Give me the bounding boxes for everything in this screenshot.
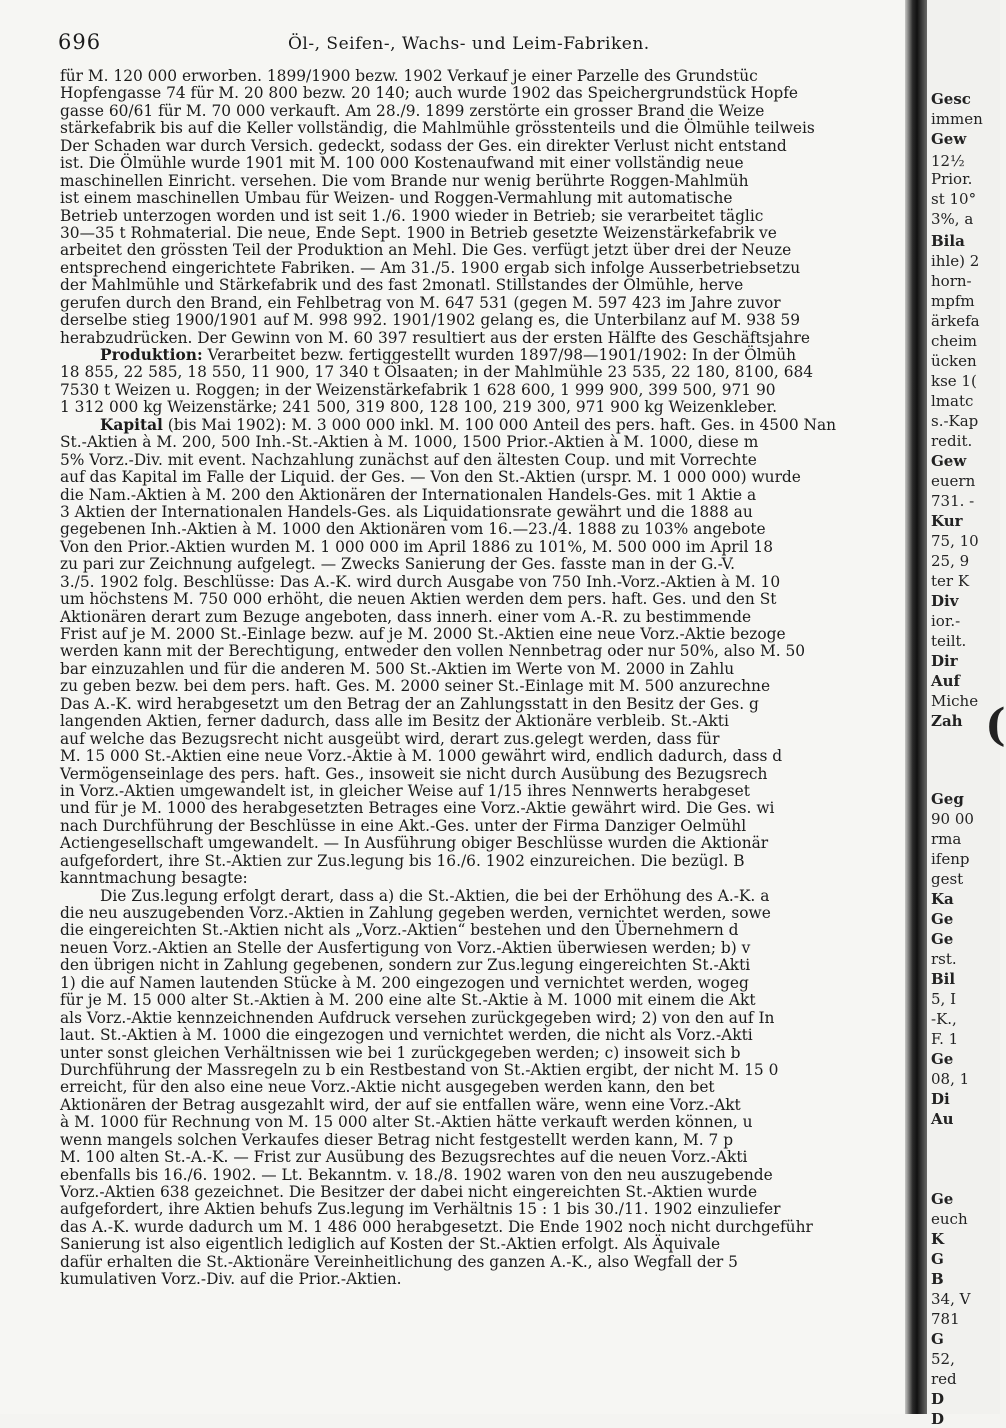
text-line-content: gerufen durch den Brand, ein Fehlbetrag von M. 647 531 (gegen M. 597 423 im Jahre zuvor [60, 293, 781, 312]
text-line [60, 364, 880, 381]
text-line [60, 399, 880, 416]
text-line-content: Actiengesellschaft umgewandelt. — In Ausführung obiger Beschlüsse wurden die Aktionär [60, 834, 769, 853]
text-line-content: die neu auszugebenden Vorz.-Aktien in Zahlung gegeben werden, vernichtet werden, sowe [60, 904, 771, 922]
text-line-content: derselbe stieg 1900/1901 auf M. 998 992. 1901/1902 gelang es, die Unterbilanz auf M. 938 59 [60, 311, 801, 330]
text-line [60, 155, 880, 172]
text-line-content: ebenfalls bis 16./6. 1902. — Lt. Bekanntm. v. 18./8. 1902 waren von den neu auszugebende [60, 1165, 773, 1184]
adjacent-page-text: ücken [931, 352, 977, 370]
text-line-content: das A.-K. wurde dadurch um M. 1 486 000 herabgesetzt. Die Ende 1902 noch nicht durchgeführ [60, 1217, 813, 1236]
text-line-content: 7530 t Weizen u. Roggen; in der Weizenstärkefabrik 1 628 600, 1 999 900, 399 500, 971 90 [60, 380, 776, 399]
text-line [60, 609, 880, 626]
adjacent-page-text: G [931, 1250, 944, 1268]
adjacent-page-text: 34, V [931, 1290, 971, 1308]
text-line [60, 208, 880, 225]
adjacent-page-text: 08, 1 [931, 1070, 970, 1088]
adjacent-page-text: 781 [931, 1310, 960, 1328]
text-line [60, 1045, 880, 1062]
text-line-content: gegebenen Inh.-Aktien à M. 1000 den Aktionären vom 16.—23./4. 1888 zu 103% angebote [60, 520, 766, 539]
book-spine [905, 0, 927, 1414]
text-line-content: für je M. 15 000 alter St.-Aktien à M. 200 eine alte St.-Aktie à M. 1000 mit einem die Akt [60, 991, 756, 1010]
text-line [60, 120, 880, 137]
text-line-content: aufgefordert, ihre St.-Aktien zur Zus.legung bis 16./6. 1902 einzureichen. Die bezügl. B [60, 851, 745, 870]
text-line [60, 173, 880, 190]
text-line-content: auf das Kapital im Falle der Liquid. der Ges. — Von den St.-Aktien (urspr. M. 1 000 000) wurde [60, 468, 801, 487]
text-line-content: M. 100 alten St.-A.-K. — Frist zur Ausübung des Bezugsrechtes auf die neuen Vorz.-Akti [60, 1148, 748, 1167]
text-line [60, 225, 880, 242]
text-line [60, 696, 880, 713]
text-line-content: 5% Vorz.-Div. mit event. Nachzahlung zunächst auf den ältesten Coup. und mit Vorrechte [60, 450, 757, 469]
adjacent-page-text: mpfm [931, 292, 975, 310]
text-line [60, 783, 880, 800]
adjacent-page-text: Prior. [931, 170, 973, 188]
adjacent-page-text: immen [931, 110, 983, 128]
text-line-content: erreicht, für den also eine neue Vorz.-Aktie nicht ausgegeben werden kann, den bet [60, 1078, 715, 1097]
text-line-content: die Nam.-Aktien à M. 200 den Aktionären der Internationalen Handels-Ges. mit 1 Aktie a [60, 485, 757, 504]
text-line [60, 713, 880, 730]
adjacent-page-text: Div [931, 592, 959, 610]
text-line [60, 818, 880, 835]
text-line [60, 539, 880, 556]
adjacent-page-text: gest [931, 870, 964, 888]
adjacent-page-text: 3%, a [931, 210, 974, 228]
text-line-content: zu geben bezw. bei dem pers. haft. Ges. M. 2000 seiner St.-Einlage mit M. 500 anzurechne [60, 677, 771, 696]
text-line-content: (bis Mai 1902): M. 3 000 000 inkl. M. 100 000 Anteil des pers. haft. Ges. in 4500 Nan [167, 415, 837, 434]
text-line-content: werden kann mit der Berechtigung, entweder den vollen Nennbetrag oder nur 50%, also M. 50 [60, 642, 806, 661]
text-line [60, 242, 880, 259]
text-line [60, 1132, 880, 1149]
text-line [60, 504, 880, 521]
body-text [60, 68, 880, 1289]
adjacent-page-text: 90 00 [931, 810, 974, 828]
section-lead: Produktion: [100, 346, 203, 364]
adjacent-page-text: K [931, 1230, 945, 1248]
text-line-content: für M. 120 000 erworben. 1899/1900 bezw. 1902 Verkauf je einer Parzelle des Grundstüc [60, 67, 758, 85]
adjacent-page-text: Ge [931, 1050, 954, 1068]
text-line [60, 434, 880, 451]
adjacent-page-text: 52, [931, 1350, 955, 1368]
text-line-content: Hopfengasse 74 für M. 20 800 bezw. 20 140; auch wurde 1902 das Speichergrundstück Hopfe [60, 84, 799, 103]
adjacent-page-text: ifenp [931, 850, 970, 868]
adjacent-page-text: ihle) 2 [931, 252, 980, 270]
adjacent-page-text: Gew [931, 130, 967, 148]
adjacent-page-text: redit. [931, 432, 973, 450]
text-line [60, 1149, 880, 1166]
adjacent-page-text: ter K [931, 572, 970, 590]
text-line-content: langenden Aktien, ferner dadurch, dass alle im Besitz der Aktionäre verbleib. St.-Akti [60, 712, 729, 731]
text-line [60, 452, 880, 469]
adjacent-page-text: red [931, 1370, 957, 1388]
adjacent-page-text: 25, 9 [931, 552, 970, 570]
adjacent-page-text: D [931, 1390, 945, 1408]
adjacent-page-text: D [931, 1410, 945, 1428]
text-line-content: 3 Aktien der Internationalen Handels-Ges. als Liquidationsrate gewährt und die 1888 au [60, 502, 753, 521]
text-line [60, 888, 880, 905]
text-line [60, 835, 880, 852]
text-line-content: die eingereichten St.-Aktien nicht als „Vorz.-Aktien“ bestehen und den Übernehmern d [60, 921, 739, 940]
running-title: Öl-, Seifen-, Wachs- und Leim-Fabriken. [288, 34, 650, 54]
section-lead: Kapital [100, 415, 163, 434]
text-line-content: 30—35 t Rohmaterial. Die neue, Ende Sept. 1900 in Betrieb gesetzte Weizenstärkefabrik ve [60, 223, 777, 242]
text-line-content: neuen Vorz.-Aktien an Stelle der Ausfertigung von Vorz.-Aktien überwiesen werden; b) v [60, 938, 751, 957]
adjacent-page-fragment [927, 0, 1006, 1428]
text-line [60, 766, 880, 783]
text-line-content: ist einem maschinellen Umbau für Weizen- und Roggen-Vermahlung mit automatische [60, 189, 733, 208]
adjacent-page-text: 731. - [931, 492, 975, 510]
text-line [60, 1062, 880, 1079]
text-line-content: Aktionären derart zum Bezuge angeboten, dass innerh. einer vom A.-R. zu bestimmende [60, 607, 752, 626]
text-line-content: wenn mangels solchen Verkaufes dieser Betrag nicht festgestellt werden kann, M. 7 p [60, 1130, 734, 1149]
text-line-content: 1 312 000 kg Weizenstärke; 241 500, 319 800, 128 100, 219 300, 971 900 kg Weizenkleber. [60, 398, 778, 417]
adjacent-page-text: kse 1( [931, 372, 977, 390]
adjacent-page-text: B [931, 1270, 944, 1288]
text-line-content: à M. 1000 für Rechnung von M. 15 000 alter St.-Aktien hätte verkauft werden können, u [60, 1113, 753, 1132]
text-line [60, 85, 880, 102]
text-line [60, 1097, 880, 1114]
text-line-content: Das A.-K. wird herabgesetzt um den Betrag der an Zahlungsstatt in den Besitz der Ges. g [60, 694, 759, 713]
adjacent-page-text: euern [931, 472, 976, 490]
text-line [60, 295, 880, 312]
text-line-content: Verarbeitet bezw. fertiggestellt wurden 1897/98—1901/1902: In der Ölmüh [207, 346, 797, 364]
adjacent-page-text: st 10° [931, 190, 977, 208]
text-line [60, 940, 880, 957]
text-line [60, 260, 880, 277]
text-line [60, 382, 880, 399]
text-line [60, 922, 880, 939]
text-line-content: Vermögenseinlage des pers. haft. Ges., insoweit sie nicht durch Ausübung des Bezugsrech [60, 764, 768, 783]
text-line-content: nach Durchführung der Beschlüsse in eine Akt.-Ges. unter der Firma Danziger Oelmühl [60, 816, 747, 835]
adjacent-page-text: Gesc [931, 90, 971, 108]
text-line [60, 417, 880, 434]
text-line-content: Die Zus.legung erfolgt derart, dass a) die St.-Aktien, die bei der Erhöhung des A.-K. a [100, 886, 770, 905]
text-line [60, 1254, 880, 1271]
adjacent-page-text: 12½ [931, 152, 965, 170]
text-line [60, 678, 880, 695]
text-line-content: stärkefabrik bis auf die Keller vollständig, die Mahlmühle grösstenteils und die Ölmühle teilweis [60, 119, 815, 138]
text-line [60, 277, 880, 294]
adjacent-page-text: teilt. [931, 632, 967, 650]
adjacent-page-text: Ge [931, 1190, 954, 1208]
adjacent-page-text: ärkefa [931, 312, 980, 330]
text-line-content: St.-Aktien à M. 200, 500 Inh.-St.-Aktien à M. 1000, 1500 Prior.-Aktien à M. 1000, diese m [60, 433, 759, 452]
text-line-content: M. 15 000 St.-Aktien eine neue Vorz.-Aktie à M. 1000 gewährt wird, endlich dadurch, dass d [60, 747, 783, 766]
text-line [60, 68, 880, 85]
adjacent-page-text: Ge [931, 930, 954, 948]
text-line [60, 800, 880, 817]
text-line-content: aufgefordert, ihre Aktien behufs Zus.legung im Verhältnis 15 : 1 bis 30./11. 1902 einzuliefer [60, 1200, 781, 1219]
text-line-content: auf welche das Bezugsrecht nicht ausgeübt wird, derart zus.gelegt werden, dass für [60, 729, 720, 748]
text-line-content: der Mahlmühle und Stärkefabrik und des fast 2monatl. Stillstandes der Ölmühle, herve [60, 276, 744, 295]
text-line [60, 190, 880, 207]
text-line-content: laut. St.-Aktien à M. 1000 die eingezogen und vernichtet werden, die nicht als Vorz.-Akti [60, 1026, 753, 1045]
adjacent-page-text: Auf [931, 672, 960, 690]
text-line [60, 469, 880, 486]
text-line-content: herabzudrücken. Der Gewinn von M. 60 397 resultiert aus der ersten Hälfte des Geschäftsjahre [60, 328, 810, 347]
text-line [60, 312, 880, 329]
adjacent-page-text: Bila [931, 232, 965, 250]
text-line-content: 1) die auf Namen lautenden Stücke à M. 200 eingezogen und vernichtet werden, wogeg [60, 973, 749, 992]
adjacent-page-text: Kur [931, 512, 963, 530]
adjacent-page-text: -K., [931, 1010, 957, 1028]
text-line [60, 661, 880, 678]
text-line [60, 643, 880, 660]
text-line-content: und für je M. 1000 des herabgesetzten Betrages eine Vorz.-Aktie gewährt wird. Die Ges. wi [60, 799, 775, 818]
text-line [60, 1114, 880, 1131]
text-line [60, 870, 880, 887]
text-line-content: kanntmachung besagte: [60, 869, 248, 888]
text-line [60, 905, 880, 922]
adjacent-page-text: Ge [931, 910, 954, 928]
text-line [60, 626, 880, 643]
text-line-content: Frist auf je M. 2000 St.-Einlage bezw. auf je M. 2000 St.-Aktien eine neue Vorz.-Aktie bezoge [60, 625, 786, 643]
adjacent-page-text: Miche [931, 692, 979, 710]
page-number: 696 [58, 30, 102, 54]
text-line-content: Durchführung der Massregeln zu b ein Restbestand von St.-Aktien ergibt, der nicht M. 15 0 [60, 1060, 779, 1079]
text-line-content: Betrieb unterzogen worden und ist seit 1./6. 1900 wieder in Betrieb; sie verarbeitet täglic [60, 206, 764, 225]
text-line-content: maschinellen Einricht. versehen. Die vom Brande nur wenig berührte Roggen-Mahlmüh [60, 171, 749, 190]
text-line [60, 521, 880, 538]
text-line-content: den übrigen nicht in Zahlung gegebenen, sondern zur Zus.legung eingereichten St.-Akti [60, 956, 751, 975]
adjacent-page-text: Ka [931, 890, 954, 908]
adjacent-page-text: lmatc [931, 392, 974, 410]
text-line [60, 992, 880, 1009]
text-line-content: bar einzuzahlen und für die anderen M. 500 St.-Aktien im Werte von M. 2000 in Zahlu [60, 659, 735, 678]
text-line [60, 975, 880, 992]
text-line-content: Der Schaden war durch Versich. gedeckt, sodass der Ges. ein direkter Verlust nicht entstand [60, 136, 787, 155]
text-line-content: 18 855, 22 585, 18 550, 11 900, 17 340 t Ölsaaten; in der Mahlmühle 23 535, 22 180, 8100, 684 [60, 363, 814, 382]
text-line [60, 1167, 880, 1184]
text-line-content: dafür erhalten die St.-Aktionäre Vereinheitlichung des ganzen A.-K., also Wegfall der 5 [60, 1252, 738, 1271]
text-line [60, 1079, 880, 1096]
text-line-content: ist. Die Ölmühle wurde 1901 mit M. 100 000 Kostenaufwand mit einer vollständig neue [60, 154, 744, 173]
text-line [60, 347, 880, 364]
text-line [60, 556, 880, 573]
text-line-content: zu pari zur Zeichnung aufgelegt. — Zwecks Sanierung der Ges. fasste man in der G.-V. [60, 555, 735, 574]
adjacent-page-text: rma [931, 830, 962, 848]
text-line [60, 330, 880, 347]
text-line-content: 3./5. 1902 folg. Beschlüsse: Das A.-K. wird durch Ausgabe von 750 Inh.-Vorz.-Aktien à M. 10 [60, 572, 781, 591]
text-line-content: in Vorz.-Aktien umgewandelt ist, in gleicher Weise auf 1/15 ihres Nennwerts herabgeset [60, 781, 750, 800]
adjacent-page-text: Gew [931, 452, 967, 470]
adjacent-page-text: G [931, 1330, 944, 1348]
text-line [60, 574, 880, 591]
adjacent-page-text: Bil [931, 970, 956, 988]
adjacent-page-text: horn- [931, 272, 972, 290]
adjacent-page-text: Zah [931, 712, 963, 730]
text-line [60, 1219, 880, 1236]
adjacent-page-text: Au [931, 1110, 954, 1128]
text-line [60, 1027, 880, 1044]
text-line-content: gasse 60/61 für M. 70 000 verkauft. Am 28./9. 1899 zerstörte ein grosser Brand die Weize [60, 101, 765, 120]
page-header [58, 28, 888, 62]
adjacent-page-paren: ( [985, 700, 1006, 751]
adjacent-page-text: s.-Kap [931, 412, 979, 430]
text-line [60, 138, 880, 155]
text-line [60, 957, 880, 974]
text-line [60, 731, 880, 748]
text-line-content: unter sonst gleichen Verhältnissen wie bei 1 zurückgegeben werden; c) insoweit sich b [60, 1043, 741, 1062]
text-line [60, 591, 880, 608]
adjacent-page-text: ior.- [931, 612, 961, 630]
adjacent-page-text: Di [931, 1090, 950, 1108]
text-line-content: Aktionären der Betrag ausgezahlt wird, der auf sie entfallen wäre, wenn eine Vorz.-Akt [60, 1095, 741, 1114]
adjacent-page-text: euch [931, 1210, 968, 1228]
text-line-content: Sanierung ist also eigentlich lediglich auf Kosten der St.-Aktien erfolgt. Als Äquivale [60, 1235, 721, 1254]
text-line [60, 1184, 880, 1201]
text-line [60, 1236, 880, 1253]
text-line [60, 103, 880, 120]
text-line-content: Vorz.-Aktien 638 gezeichnet. Die Besitzer der dabei nicht eingereichten St.-Aktien wurde [60, 1183, 758, 1201]
text-line-content: Von den Prior.-Aktien wurden M. 1 000 000 im April 1886 zu 101%, M. 500 000 im April 18 [60, 537, 773, 556]
text-line-content: als Vorz.-Aktie kennzeichnenden Aufdruck versehen zurückgegeben wird; 2) von den auf In [60, 1008, 775, 1027]
text-line [60, 853, 880, 870]
text-line [60, 1010, 880, 1027]
adjacent-page-text: rst. [931, 950, 957, 968]
adjacent-page-text: cheim [931, 332, 977, 350]
adjacent-page-text: Geg [931, 790, 964, 808]
text-line-content: entsprechend eingerichtete Fabriken. — Am 31./5. 1900 ergab sich infolge Ausserbetriebsetzu [60, 258, 801, 277]
text-line [60, 1271, 880, 1288]
text-line [60, 1201, 880, 1218]
text-line-content: arbeitet den grössten Teil der Produktion an Mehl. Die Ges. verfügt jetzt über drei der Neuze [60, 241, 792, 260]
adjacent-page-text: 5, I [931, 990, 957, 1008]
text-line-content: kumulativen Vorz.-Div. auf die Prior.-Aktien. [60, 1270, 402, 1289]
adjacent-page-text: 75, 10 [931, 532, 979, 550]
text-line [60, 487, 880, 504]
adjacent-page-text: Dir [931, 652, 958, 670]
text-line-content: um höchstens M. 750 000 erhöht, die neuen Aktien werden dem pers. haft. Ges. und den St [60, 590, 777, 609]
adjacent-page-text: F. 1 [931, 1030, 959, 1048]
text-line [60, 748, 880, 765]
